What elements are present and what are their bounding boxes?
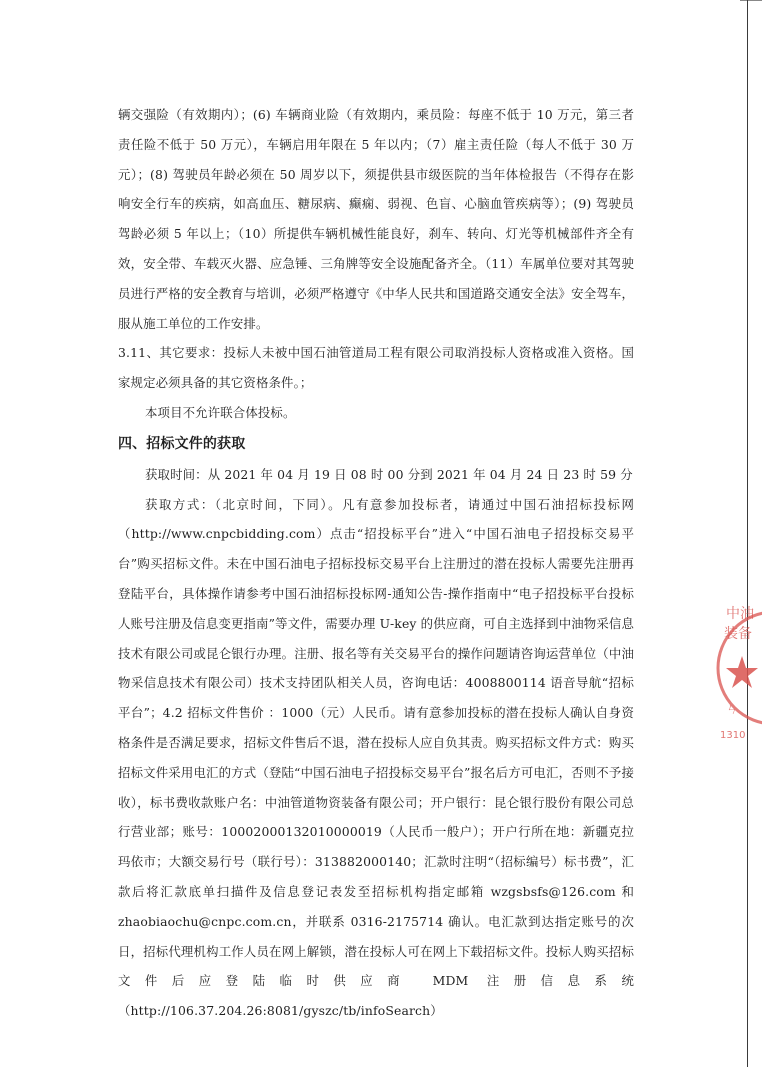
page-edge-line bbox=[747, 0, 748, 1067]
paragraph-joint-bid: 本项目不允许联合体投标。 bbox=[145, 404, 296, 420]
seal-stamp-graphic bbox=[712, 588, 762, 748]
section-heading: 四、招标文件的获取 bbox=[118, 435, 246, 452]
paragraph-acquisition-time: 获取时间：从 2021 年 04 月 19 日 08 时 00 分到 2021 年 04 月 24 日 23 时 59 分 bbox=[145, 466, 633, 482]
svg-text:装备: 装备 bbox=[724, 626, 752, 642]
document-body bbox=[118, 100, 634, 1026]
svg-text:中油: 中油 bbox=[726, 606, 754, 622]
svg-text:ㄣ: ㄣ bbox=[726, 702, 739, 716]
paragraph-insurance-requirements: 辆交强险（有效期内）；(6) 车辆商业险（有效期内，乘员险：每座不低于 10 万元，第三者责任险不低于 50 万元），车辆启用年限在 5 年以内；（7）雇主责任险（每人不低于 30 万元）；(8) 驾驶员年龄必须在 50 周岁以下，须提供县市级医院的当年体检报告（不得存在影响安全行车的疾病，如高血压、糖尿病、癫痫、弱视、色盲、心脑血管疾病等）；(9) 驾驶员驾龄必须 5 年以上；（10）所提供车辆机械性能良好，刹车、转向、灯光等机械部件齐全有效，安全带、车载灭火器、应急锤、三角牌等安全设施配备齐全。（11）车属单位要对其驾驶员进行严格的安全教育与培训，必须严格遵守《中华人民共和国道路交通安全法》安全驾车，服从施工单位的工作安排。 bbox=[118, 107, 634, 331]
paragraph-acquisition-method: 获取方式：（北京时间，下同）。凡有意参加投标者，请通过中国石油招标投标网（http://www.cnpcbidding.com）点击“招投标平台”进入“中国石油电子招投标交易平台”购买招标文件。未在中国石油电子招标投标交易平台上注册过的潜在投标人需要先注册再登陆平台，具体操作请参考中国石油招标投标网-通知公告-操作指南中“电子招投标平台投标人账号注册及信息变更指南”等文件，需要办理 U-key 的供应商，可自主选择到中油物采信息技术有限公司或昆仑银行办理。注册、报名等有关交易平台的操作问题请咨询运营单位（中油物采信息技术有限公司）技术支持团队相关人员，咨询电话：4008800114 语音导航“招标平台”；4.2 招标文件售价 ：1000（元）人民币。请有意参加投标的潜在投标人确认自身资格条件是否满足要求，招标文件售后不退，潜在投标人应自负其责。购买招标文件方式：购买招标文件采用电汇的方式（登陆“中国石油电子招投标交易平台”报名后方可电汇，否则不予接收），标书费收款账户名：中油管道物资装备有限公司；开户银行：昆仑银行股份有限公司总行营业部；账号：10002000132010000019（人民币一般户）；开户行所在地：新疆克拉玛依市；大额交易行号（联行号）：313882000140；汇款时注明“（招标编号）标书费”，汇款后将汇款底单扫描件及信息登记表发至招标机构指定邮箱 wzgsbsfs@126.com 和 zhaobiaochu@cnpc.com.cn，并联系 0316-2175714 确认。电汇款到达指定账号的次日，招标代理机构工作人员在网上解锁，潜在投标人可在网上下载招标文件。投标人购买招标文件后应登陆临时供应商 MDM 注册信息系统（http://106.37.204.26:8081/gyszc/tb/infoSearch） bbox=[118, 496, 634, 1019]
paragraph-other-requirements: 3.11、其它要求：投标人未被中国石油管道局工程有限公司取消投标人资格或准入资格。国家规定必须具备的其它资格条件。； bbox=[118, 345, 634, 391]
page-edge-top bbox=[740, 0, 762, 1]
seal-stamp bbox=[712, 588, 762, 748]
svg-text:1310: 1310 bbox=[720, 730, 746, 741]
